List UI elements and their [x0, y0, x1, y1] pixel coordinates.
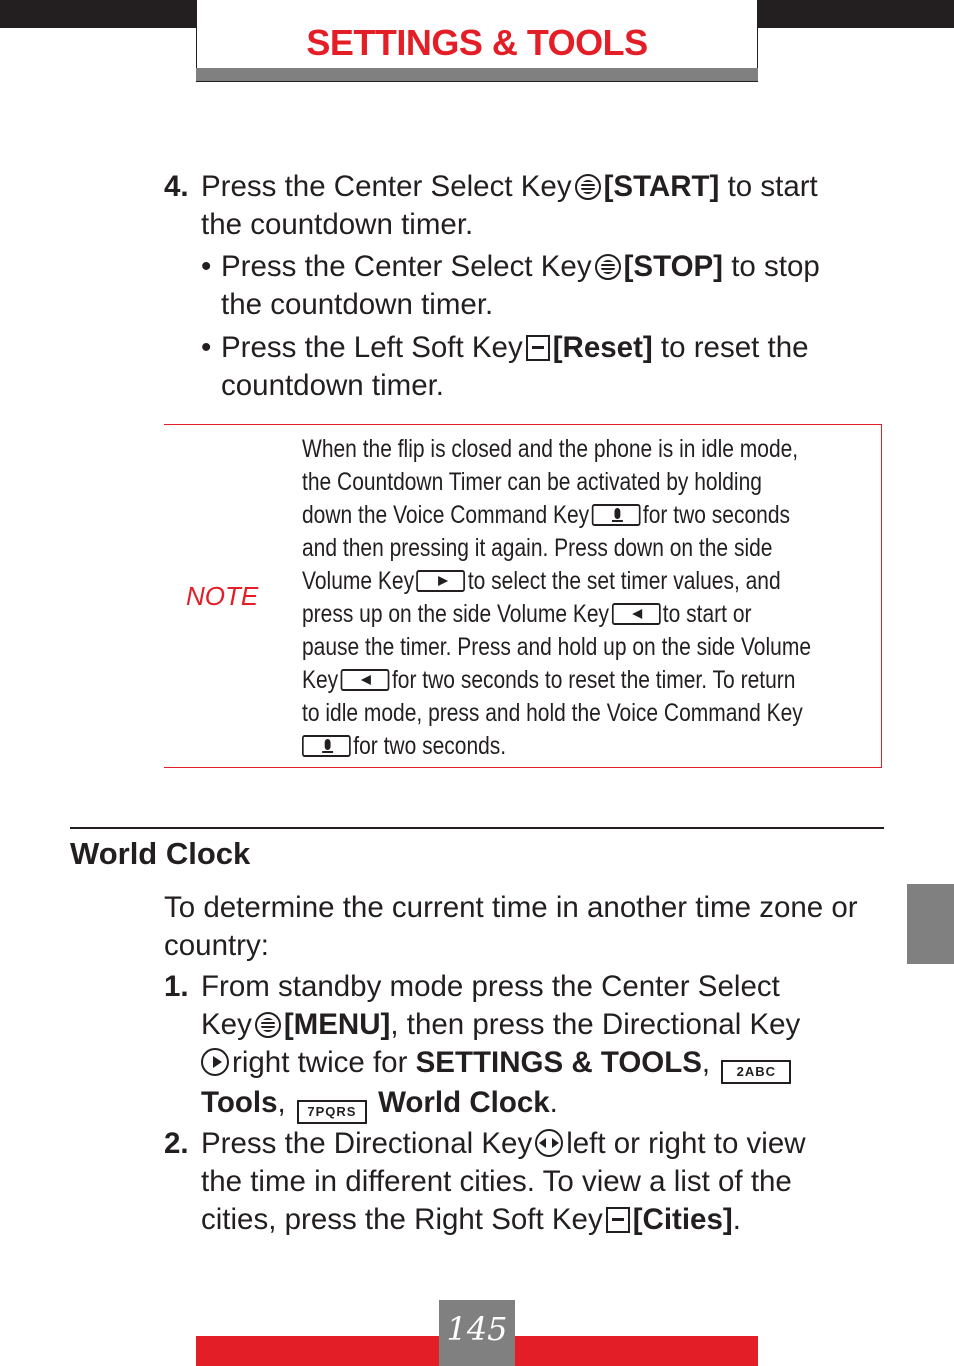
note-text: to select the set timer values, and [467, 567, 781, 595]
bullet-dot: • [201, 250, 212, 283]
menu-path-bold: SETTINGS & TOOLS [415, 1046, 702, 1079]
voice-command-key-icon [592, 504, 641, 526]
key-2-icon: 2ABC [721, 1060, 791, 1084]
note-line: and then pressing it again. Press down on the side [302, 534, 773, 562]
directional-key-right-icon [201, 1048, 229, 1076]
bullet-text [221, 329, 809, 405]
step-number: 1. [164, 970, 189, 1003]
step-text-part: Press the Center Select Key [201, 170, 572, 203]
step-text-part: left or right to view [566, 1127, 806, 1160]
step-text [201, 968, 800, 1124]
section-title: World Clock [70, 836, 251, 871]
step-text-part: . [732, 1203, 741, 1236]
note-text: Volume Key [302, 567, 415, 595]
note-text: for two seconds [642, 501, 791, 529]
key-label: [Cities] [632, 1203, 733, 1236]
right-soft-key-icon [606, 1207, 630, 1233]
key-label: [Reset] [552, 331, 653, 364]
volume-up-key-icon [612, 603, 661, 625]
step-text-part: to start [727, 170, 818, 203]
key-7-icon: 7PQRS [297, 1100, 367, 1124]
step-text [201, 1125, 806, 1239]
page-title: SETTINGS & TOOLS [306, 22, 648, 63]
step-text-part: the time in different cities. To view a list of the [201, 1165, 792, 1198]
bullet-text-part: Press the Left Soft Key [221, 331, 523, 364]
note-text: Key [302, 666, 339, 694]
bullet-text [221, 248, 820, 324]
note-text: for two seconds to reset the timer. To return [391, 666, 796, 694]
bullet-text-part: Press the Center Select Key [221, 250, 592, 283]
step-text-part: , [701, 1046, 711, 1079]
header-box [196, 0, 758, 68]
note-line [302, 501, 790, 530]
intro-paragraph: To determine the current time in another time zone or country: [164, 891, 858, 962]
menu-path-bold: World Clock [378, 1086, 550, 1119]
bullet-text-part: to stop [731, 250, 820, 283]
step-text-part: cities, press the Right Soft Key [201, 1203, 603, 1236]
note-line: to idle mode, press and hold the Voice Command Key [302, 699, 803, 727]
step-number: 4. [164, 170, 189, 203]
note-line: pause the timer. Press and hold up on the side Volume [302, 633, 812, 661]
note-text: for two seconds. [353, 732, 507, 760]
menu-path-bold: Tools [201, 1086, 278, 1119]
step-text-part: , [277, 1086, 286, 1119]
page-number: 145 [446, 1310, 508, 1348]
volume-down-key-icon [417, 570, 466, 592]
step-text [201, 168, 818, 244]
section-divider [70, 827, 884, 829]
key-label: [MENU] [283, 1008, 391, 1041]
step-number: 2. [164, 1127, 189, 1160]
note-line [302, 732, 506, 761]
bullet-text-part: the countdown timer. [221, 288, 494, 321]
step-text-part: right twice for [232, 1046, 408, 1079]
step-text-part: . [549, 1086, 558, 1119]
header-underbar [196, 68, 758, 82]
step-text-part: Press the Directional Key [201, 1127, 533, 1160]
note-text: down the Voice Command Key [302, 501, 590, 529]
bullet-text-part: to reset the [660, 331, 809, 364]
note-text: to start or [662, 600, 752, 628]
note-line: the Countdown Timer can be activated by holding [302, 468, 762, 496]
key-label: [START] [603, 170, 720, 203]
center-select-key-icon [595, 254, 621, 280]
note-label: NOTE [186, 581, 259, 611]
note-line [302, 666, 795, 695]
center-select-key-icon [575, 174, 601, 200]
header-bar-left [0, 0, 197, 28]
voice-command-key-icon [302, 735, 351, 757]
side-tab [907, 884, 954, 964]
left-soft-key-icon [526, 335, 550, 361]
center-select-key-icon [255, 1012, 281, 1038]
note-line [302, 600, 751, 629]
step-text-part: the countdown timer. [201, 208, 474, 241]
step-text-part: Key [201, 1008, 252, 1041]
directional-key-left-right-icon [535, 1129, 563, 1157]
bullet-text-part: countdown timer. [221, 369, 445, 402]
note-line [302, 567, 781, 596]
note-text: press up on the side Volume Key [302, 600, 610, 628]
volume-up-key-icon [341, 669, 390, 691]
note-box [164, 424, 882, 768]
bullet-dot: • [201, 331, 212, 364]
header-bar-right [757, 0, 954, 28]
note-line: When the flip is closed and the phone is in idle mode, [302, 435, 799, 463]
step-text-part: , then press the Directional Key [390, 1008, 801, 1041]
step-text-part: From standby mode press the Center Select [201, 970, 780, 1003]
key-label: [STOP] [623, 250, 724, 283]
